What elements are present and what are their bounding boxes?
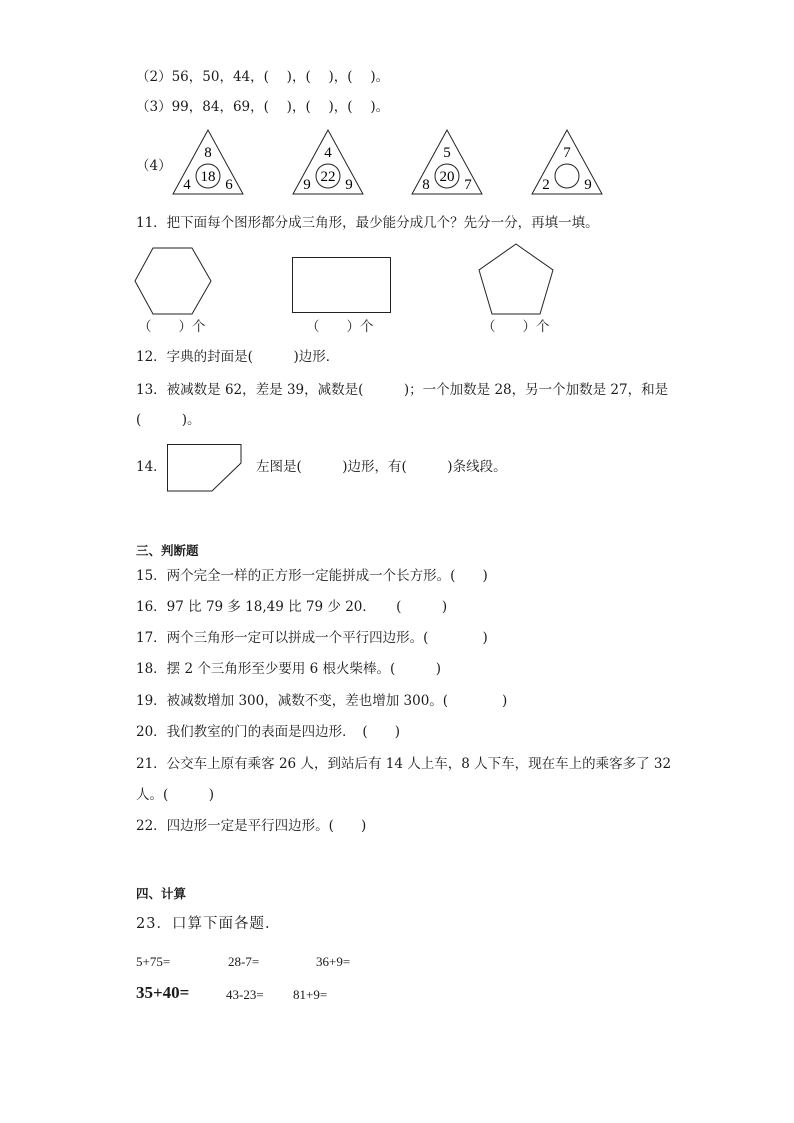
triangle-top-number: 5 <box>443 145 451 161</box>
triangle-right-number: 9 <box>584 177 592 193</box>
calc-item: 43-23= <box>226 987 264 1002</box>
triangle-center-number: 20 <box>439 169 455 185</box>
question-13-line-1: 13．被减数是 62，差是 39，减数是( )；一个加数是 28，另一个加数是 27，和是 <box>136 382 669 398</box>
calc-item: 36+9= <box>316 954 351 969</box>
calc-item: 5+75= <box>136 954 171 969</box>
triangle-left-number: 9 <box>303 177 311 193</box>
triangle-top-number: 7 <box>563 145 571 161</box>
q11-answer-hexagon: （ ）个 <box>138 319 206 335</box>
calc-item: 35+40= <box>136 983 190 1002</box>
question-10-2: （2）56，50，44，( )，( )，( )。 <box>136 69 390 85</box>
question-19: 19．被减数增加 300，减数不变，差也增加 300。( ) <box>136 693 508 709</box>
question-15: 15．两个完全一样的正方形一定能拼成一个长方形。( ) <box>136 568 488 584</box>
triangle-left-number: 4 <box>183 177 191 193</box>
number-triangle-4 <box>524 128 614 196</box>
calc-item: 28-7= <box>228 954 260 969</box>
hexagon-shape <box>133 246 213 316</box>
q11-answer-rectangle: （ ）个 <box>306 319 374 335</box>
triangle-right-number: 6 <box>225 177 233 193</box>
section-title-calculation: 四、计算 <box>136 886 187 901</box>
question-23: 23．口算下面各题． <box>136 916 281 932</box>
question-10-3: （3）99，84，69，( )，( )，( )。 <box>136 99 390 115</box>
triangle-center-number: 18 <box>200 169 216 185</box>
triangle-center-number: 22 <box>320 169 336 185</box>
question-21-line-1: 21．公交车上原有乘客 26 人，到站后有 14 人上车，8 人下车，现在车上的乘客多了 32 <box>136 756 672 772</box>
number-triangle-2 <box>285 128 375 196</box>
calc-item: 81+9= <box>293 987 328 1002</box>
question-14-number: 14． <box>136 459 167 475</box>
question-10-4-label: （4） <box>136 158 172 174</box>
triangle-left-number: 8 <box>422 177 430 193</box>
rectangle-shape <box>291 256 393 314</box>
question-18: 18．摆 2 个三角形至少要用 6 根火柴棒。( ) <box>136 661 442 677</box>
question-13-line-2: ( )。 <box>136 412 201 428</box>
number-triangle-3 <box>404 128 494 196</box>
cut-corner-rectangle-shape <box>166 443 244 493</box>
section-title-judgment: 三、判断题 <box>136 543 199 558</box>
triangle-right-number: 9 <box>345 177 353 193</box>
triangle-top-number: 4 <box>324 145 332 161</box>
question-20: 20．我们教室的门的表面是四边形． ( ) <box>136 724 400 740</box>
question-11: 11．把下面每个图形都分成三角形，最少能分成几个？先分一分，再填一填。 <box>136 215 599 231</box>
question-12: 12．字典的封面是( )边形． <box>136 349 340 365</box>
question-17: 17．两个三角形一定可以拼成一个平行四边形。( ) <box>136 630 488 646</box>
question-14: 左图是( )边形，有( )条线段。 <box>256 459 507 475</box>
question-22: 22．四边形一定是平行四边形。( ) <box>136 818 367 834</box>
triangle-left-number: 2 <box>542 177 550 193</box>
pentagon-shape <box>477 242 557 316</box>
triangle-top-number: 8 <box>204 145 212 161</box>
question-21-line-2: 人。( ) <box>136 787 215 803</box>
question-16: 16．97 比 79 多 18,49 比 79 少 20． ( ) <box>136 599 448 615</box>
q11-answer-pentagon: （ ）个 <box>482 319 550 335</box>
number-triangle-1 <box>165 128 255 196</box>
triangle-right-number: 7 <box>464 177 472 193</box>
